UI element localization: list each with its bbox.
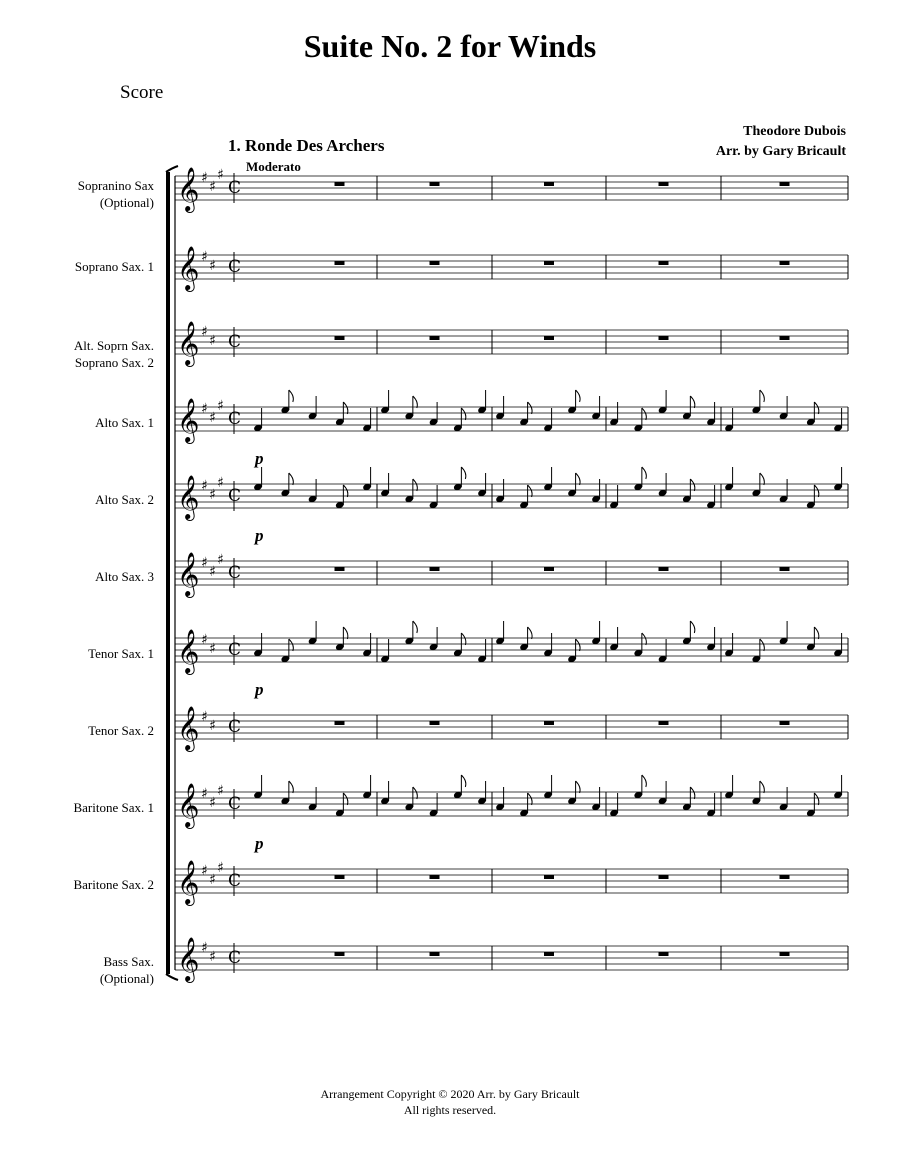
time-signature: C [228, 563, 242, 583]
staff-label-tenor-sax-2: Tenor Sax. 2 [88, 723, 154, 738]
treble-clef-icon: 𝄞 [177, 475, 200, 519]
note-flag [528, 402, 533, 414]
time-signature: C [228, 794, 242, 814]
staff [175, 706, 848, 752]
time-signature: C [228, 332, 242, 352]
sharp-icon: ♯ [217, 167, 224, 183]
score-label: Score [120, 82, 164, 103]
sharp-icon: ♯ [217, 860, 224, 876]
sharp-icon: ♯ [209, 258, 216, 274]
whole-rest [780, 182, 790, 186]
note-flag [760, 781, 765, 793]
note-flag [461, 467, 466, 479]
treble-clef-icon: 𝄞 [177, 246, 200, 290]
note-flag [413, 396, 418, 408]
note-flag [461, 633, 466, 645]
note-flag [413, 787, 418, 799]
sharp-icon: ♯ [201, 632, 208, 648]
movement-title: 1. Ronde Des Archers [228, 136, 385, 155]
sharp-icon: ♯ [209, 872, 216, 888]
sharp-icon: ♯ [201, 324, 208, 340]
staff [175, 621, 848, 675]
note-flag [690, 621, 695, 633]
sharp-icon: ♯ [209, 564, 216, 580]
staff-label-alt-soprano-sax: Alt. Soprn Sax. Soprano Sax. 2 [73, 338, 154, 370]
time-signature: C [228, 948, 242, 968]
note-flag [690, 396, 695, 408]
sharp-icon: ♯ [209, 333, 216, 349]
treble-clef-icon: 𝄞 [177, 398, 200, 442]
dynamic-alto-sax-2: p [255, 526, 264, 545]
whole-rest [544, 567, 554, 571]
sharp-icon: ♯ [209, 487, 216, 503]
sharp-icon: ♯ [201, 709, 208, 725]
note-flag [289, 639, 294, 651]
whole-rest [780, 336, 790, 340]
sharp-icon: ♯ [201, 401, 208, 417]
whole-rest [430, 261, 440, 265]
sharp-icon: ♯ [201, 478, 208, 494]
whole-rest [430, 952, 440, 956]
note-flag [760, 639, 765, 651]
note-flag [814, 402, 819, 414]
staff-label-alto-sax-1: Alto Sax. 1 [95, 415, 154, 430]
note-flag [642, 467, 647, 479]
staff-label-soprano-sax-1: Soprano Sax. 1 [74, 259, 154, 274]
sharp-icon: ♯ [209, 795, 216, 811]
note-flag [642, 633, 647, 645]
staff [175, 167, 848, 213]
sharp-icon: ♯ [201, 786, 208, 802]
sharp-icon: ♯ [217, 783, 224, 799]
sharp-icon: ♯ [217, 475, 224, 491]
note-flag [642, 775, 647, 787]
note-flag [289, 473, 294, 485]
note-flag [814, 793, 819, 805]
staff-label-sopranino-sax: Sopranino Sax (Optional) [77, 178, 154, 210]
whole-rest [659, 875, 669, 879]
sharp-icon: ♯ [217, 398, 224, 414]
sharp-icon: ♯ [201, 940, 208, 956]
sharp-icon: ♯ [217, 552, 224, 568]
tempo-marking: Moderato [246, 159, 301, 174]
sharp-icon: ♯ [209, 641, 216, 657]
note-flag [760, 390, 765, 402]
copyright-footer [0, 1086, 900, 1118]
treble-clef-icon: 𝄞 [177, 552, 200, 596]
whole-rest [335, 721, 345, 725]
note-flag [413, 621, 418, 633]
whole-rest [659, 182, 669, 186]
staff-label-baritone-sax-1: Baritone Sax. 1 [73, 800, 154, 815]
note-flag [814, 627, 819, 639]
note-flag [690, 787, 695, 799]
whole-rest [780, 567, 790, 571]
whole-rest [335, 952, 345, 956]
staff-label-bass-sax: Bass Sax. (Optional) [99, 954, 154, 986]
staff [175, 390, 848, 444]
whole-rest [335, 875, 345, 879]
whole-rest [659, 721, 669, 725]
sharp-icon: ♯ [209, 179, 216, 195]
sharp-icon: ♯ [201, 249, 208, 265]
note-flag [576, 390, 581, 402]
treble-clef-icon: 𝄞 [177, 629, 200, 673]
note-flag [289, 781, 294, 793]
whole-rest [780, 261, 790, 265]
note-flag [814, 485, 819, 497]
note-flag [576, 781, 581, 793]
staff-label-baritone-sax-2: Baritone Sax. 2 [73, 877, 154, 892]
sharp-icon: ♯ [201, 555, 208, 571]
treble-clef-icon: 𝄞 [177, 706, 200, 750]
rights-line: All rights reserved. [403, 1103, 497, 1117]
whole-rest [430, 875, 440, 879]
staff [175, 467, 848, 521]
time-signature: C [228, 871, 242, 891]
staff-label-tenor-sax-1: Tenor Sax. 1 [88, 646, 154, 661]
whole-rest [335, 336, 345, 340]
whole-rest [659, 567, 669, 571]
note-flag [528, 485, 533, 497]
staff [175, 321, 848, 367]
time-signature: C [228, 640, 242, 660]
note-flag [461, 775, 466, 787]
note-flag [343, 402, 348, 414]
note-flag [576, 639, 581, 651]
whole-rest [659, 952, 669, 956]
dynamic-baritone-sax-1: p [255, 834, 264, 853]
whole-rest [335, 261, 345, 265]
staff [175, 860, 848, 906]
note-flag [413, 479, 418, 491]
note-flag [528, 627, 533, 639]
whole-rest [544, 182, 554, 186]
staff [175, 246, 848, 292]
note-flag [343, 627, 348, 639]
whole-rest [780, 721, 790, 725]
whole-rest [335, 567, 345, 571]
treble-clef-icon: 𝄞 [177, 937, 200, 981]
composer-name: Theodore Dubois [743, 124, 846, 139]
whole-rest [335, 182, 345, 186]
sharp-icon: ♯ [201, 170, 208, 186]
whole-rest [430, 336, 440, 340]
sharp-icon: ♯ [209, 718, 216, 734]
whole-rest [780, 952, 790, 956]
treble-clef-icon: 𝄞 [177, 321, 200, 365]
note-flag [690, 479, 695, 491]
whole-rest [544, 721, 554, 725]
note-flag [576, 473, 581, 485]
staff [175, 775, 848, 829]
copyright-line: Arrangement Copyright © 2020 Arr. by Gary Bricault [320, 1087, 580, 1101]
whole-rest [544, 261, 554, 265]
time-signature: C [228, 717, 242, 737]
staff [175, 552, 848, 598]
staff [175, 937, 848, 983]
sharp-icon: ♯ [201, 863, 208, 879]
arranger-name: Arr. by Gary Bricault [715, 144, 846, 159]
sharp-icon: ♯ [209, 949, 216, 965]
time-signature: C [228, 178, 242, 198]
page-title: Suite No. 2 for Winds [303, 28, 597, 64]
note-flag [642, 408, 647, 420]
treble-clef-icon: 𝄞 [177, 860, 200, 904]
system-bracket [166, 172, 170, 974]
dynamic-alto-sax-1: p [255, 449, 264, 468]
whole-rest [780, 875, 790, 879]
time-signature: C [228, 486, 242, 506]
staff-label-alto-sax-3: Alto Sax. 3 [95, 569, 154, 584]
whole-rest [544, 952, 554, 956]
note-flag [343, 485, 348, 497]
whole-rest [430, 721, 440, 725]
whole-rest [544, 875, 554, 879]
whole-rest [430, 567, 440, 571]
note-flag [528, 793, 533, 805]
whole-rest [659, 261, 669, 265]
staff-label-alto-sax-2: Alto Sax. 2 [95, 492, 154, 507]
treble-clef-icon: 𝄞 [177, 783, 200, 827]
whole-rest [430, 182, 440, 186]
note-flag [760, 473, 765, 485]
note-flag [461, 408, 466, 420]
dynamic-tenor-sax-1: p [255, 680, 264, 699]
note-flag [289, 390, 294, 402]
time-signature: C [228, 257, 242, 277]
sharp-icon: ♯ [209, 410, 216, 426]
whole-rest [659, 336, 669, 340]
time-signature: C [228, 409, 242, 429]
treble-clef-icon: 𝄞 [177, 167, 200, 211]
note-flag [343, 793, 348, 805]
whole-rest [544, 336, 554, 340]
